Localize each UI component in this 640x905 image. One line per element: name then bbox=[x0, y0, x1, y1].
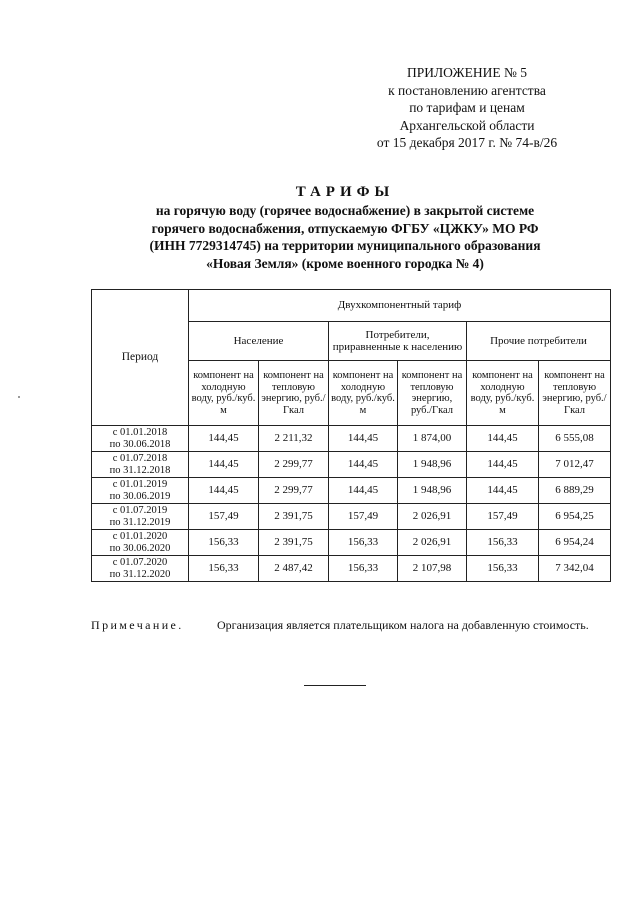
table-row bbox=[92, 504, 611, 530]
value-cell: 144,45 bbox=[467, 426, 539, 452]
period-from: с 01.01.2020 bbox=[112, 531, 168, 543]
period-from: с 01.07.2020 bbox=[112, 557, 168, 569]
document-title bbox=[105, 183, 585, 272]
value-cell: 6 889,29 bbox=[539, 478, 611, 504]
value-cell: 1 948,96 bbox=[398, 478, 467, 504]
title-main: ТАРИФЫ bbox=[295, 184, 395, 200]
scan-speck bbox=[18, 396, 20, 398]
table-row bbox=[92, 478, 611, 504]
value-cell: 157,49 bbox=[329, 504, 398, 530]
period-cell bbox=[92, 478, 189, 504]
value-cell: 157,49 bbox=[189, 504, 259, 530]
value-cell: 2 299,77 bbox=[259, 478, 329, 504]
value-cell: 7 342,04 bbox=[539, 556, 611, 582]
value-cell: 144,45 bbox=[329, 478, 398, 504]
value-cell: 144,45 bbox=[189, 478, 259, 504]
period-from: с 01.01.2018 bbox=[112, 427, 168, 439]
table-row bbox=[92, 530, 611, 556]
period-to: по 31.12.2019 bbox=[109, 516, 171, 528]
value-cell: 156,33 bbox=[189, 530, 259, 556]
value-cell: 2 026,91 bbox=[398, 504, 467, 530]
period-cell bbox=[92, 426, 189, 452]
note-label: Примечание. bbox=[91, 618, 184, 632]
value-cell: 157,49 bbox=[467, 504, 539, 530]
table-body bbox=[92, 426, 611, 582]
tariff-table bbox=[91, 289, 611, 582]
annex-line: по тарифам и ценам bbox=[409, 100, 525, 115]
value-cell: 144,45 bbox=[329, 426, 398, 452]
component-cold-header: компонент на холодную воду, руб./куб. м bbox=[189, 361, 259, 426]
value-cell: 6 555,08 bbox=[539, 426, 611, 452]
note-text: Организация является плательщиком налога на добавленную стоимость. bbox=[217, 618, 589, 632]
period-to: по 30.06.2020 bbox=[109, 542, 171, 554]
annex-line: от 15 декабря 2017 г. № 74-в/26 bbox=[376, 135, 558, 150]
period-header: Период bbox=[92, 290, 189, 426]
value-cell: 144,45 bbox=[189, 426, 259, 452]
period-from: с 01.07.2019 bbox=[112, 505, 168, 517]
value-cell: 2 487,42 bbox=[259, 556, 329, 582]
value-cell: 2 391,75 bbox=[259, 504, 329, 530]
component-heat-header: компонент на тепловую энергию, руб./Гкал bbox=[259, 361, 329, 426]
subtitle-line: на горячую воду (горячее водоснабжение) в закрытой системе bbox=[155, 203, 535, 218]
period-to: по 30.06.2019 bbox=[109, 490, 171, 502]
period-from: с 01.01.2019 bbox=[112, 479, 168, 491]
value-cell: 1 948,96 bbox=[398, 452, 467, 478]
value-cell: 2 107,98 bbox=[398, 556, 467, 582]
value-cell: 156,33 bbox=[329, 556, 398, 582]
value-cell: 144,45 bbox=[467, 452, 539, 478]
annex-line: ПРИЛОЖЕНИЕ № 5 bbox=[406, 65, 528, 80]
value-cell: 6 954,25 bbox=[539, 504, 611, 530]
subtitle-line: горячего водоснабжения, отпускаемую ФГБУ «ЦЖКУ» МО РФ bbox=[151, 220, 539, 236]
component-heat-header: компонент на тепловую энергию, руб./Гкал bbox=[539, 361, 611, 426]
value-cell: 2 391,75 bbox=[259, 530, 329, 556]
value-cell: 144,45 bbox=[189, 452, 259, 478]
period-cell bbox=[92, 504, 189, 530]
component-cold-header: компонент на холодную воду, руб./куб. м bbox=[467, 361, 539, 426]
period-to: по 30.06.2018 bbox=[109, 438, 171, 450]
end-divider bbox=[304, 685, 366, 686]
value-cell: 1 874,00 bbox=[398, 426, 467, 452]
component-heat-header: компонент на тепловую энергию, руб./Гкал bbox=[398, 361, 467, 426]
component-cold-header: компонент на холодную воду, руб./куб. м bbox=[329, 361, 398, 426]
period-cell bbox=[92, 556, 189, 582]
table-row bbox=[92, 426, 611, 452]
value-cell: 156,33 bbox=[329, 530, 398, 556]
title-subtitle bbox=[105, 202, 585, 272]
annex-line: к постановлению агентства bbox=[388, 82, 546, 98]
period-to: по 31.12.2018 bbox=[109, 464, 171, 476]
group-header-other-consumers: Прочие потребители bbox=[467, 322, 611, 361]
period-cell bbox=[92, 452, 189, 478]
value-cell: 6 954,24 bbox=[539, 530, 611, 556]
group-header-population: Население bbox=[189, 322, 329, 361]
value-cell: 156,33 bbox=[467, 530, 539, 556]
value-cell: 144,45 bbox=[467, 478, 539, 504]
tariff-header: Двухкомпонентный тариф bbox=[189, 290, 611, 322]
value-cell: 144,45 bbox=[329, 452, 398, 478]
value-cell: 7 012,47 bbox=[539, 452, 611, 478]
table-row bbox=[92, 556, 611, 582]
subtitle-line: «Новая Земля» (кроме военного городка № 4) bbox=[206, 255, 484, 271]
value-cell: 156,33 bbox=[467, 556, 539, 582]
value-cell: 2 026,91 bbox=[398, 530, 467, 556]
value-cell: 2 299,77 bbox=[259, 452, 329, 478]
period-from: с 01.07.2018 bbox=[112, 453, 168, 465]
value-cell: 156,33 bbox=[189, 556, 259, 582]
table-row bbox=[92, 452, 611, 478]
subtitle-line: (ИНН 7729314745) на территории муниципального образования bbox=[149, 238, 541, 253]
annex-line: Архангельской области bbox=[399, 117, 535, 133]
value-cell: 2 211,32 bbox=[259, 426, 329, 452]
period-cell bbox=[92, 530, 189, 556]
period-to: по 31.12.2020 bbox=[109, 568, 171, 580]
group-header-equated-consumers: Потребители, приравненные к населению bbox=[329, 322, 467, 361]
annex-header bbox=[362, 64, 572, 152]
